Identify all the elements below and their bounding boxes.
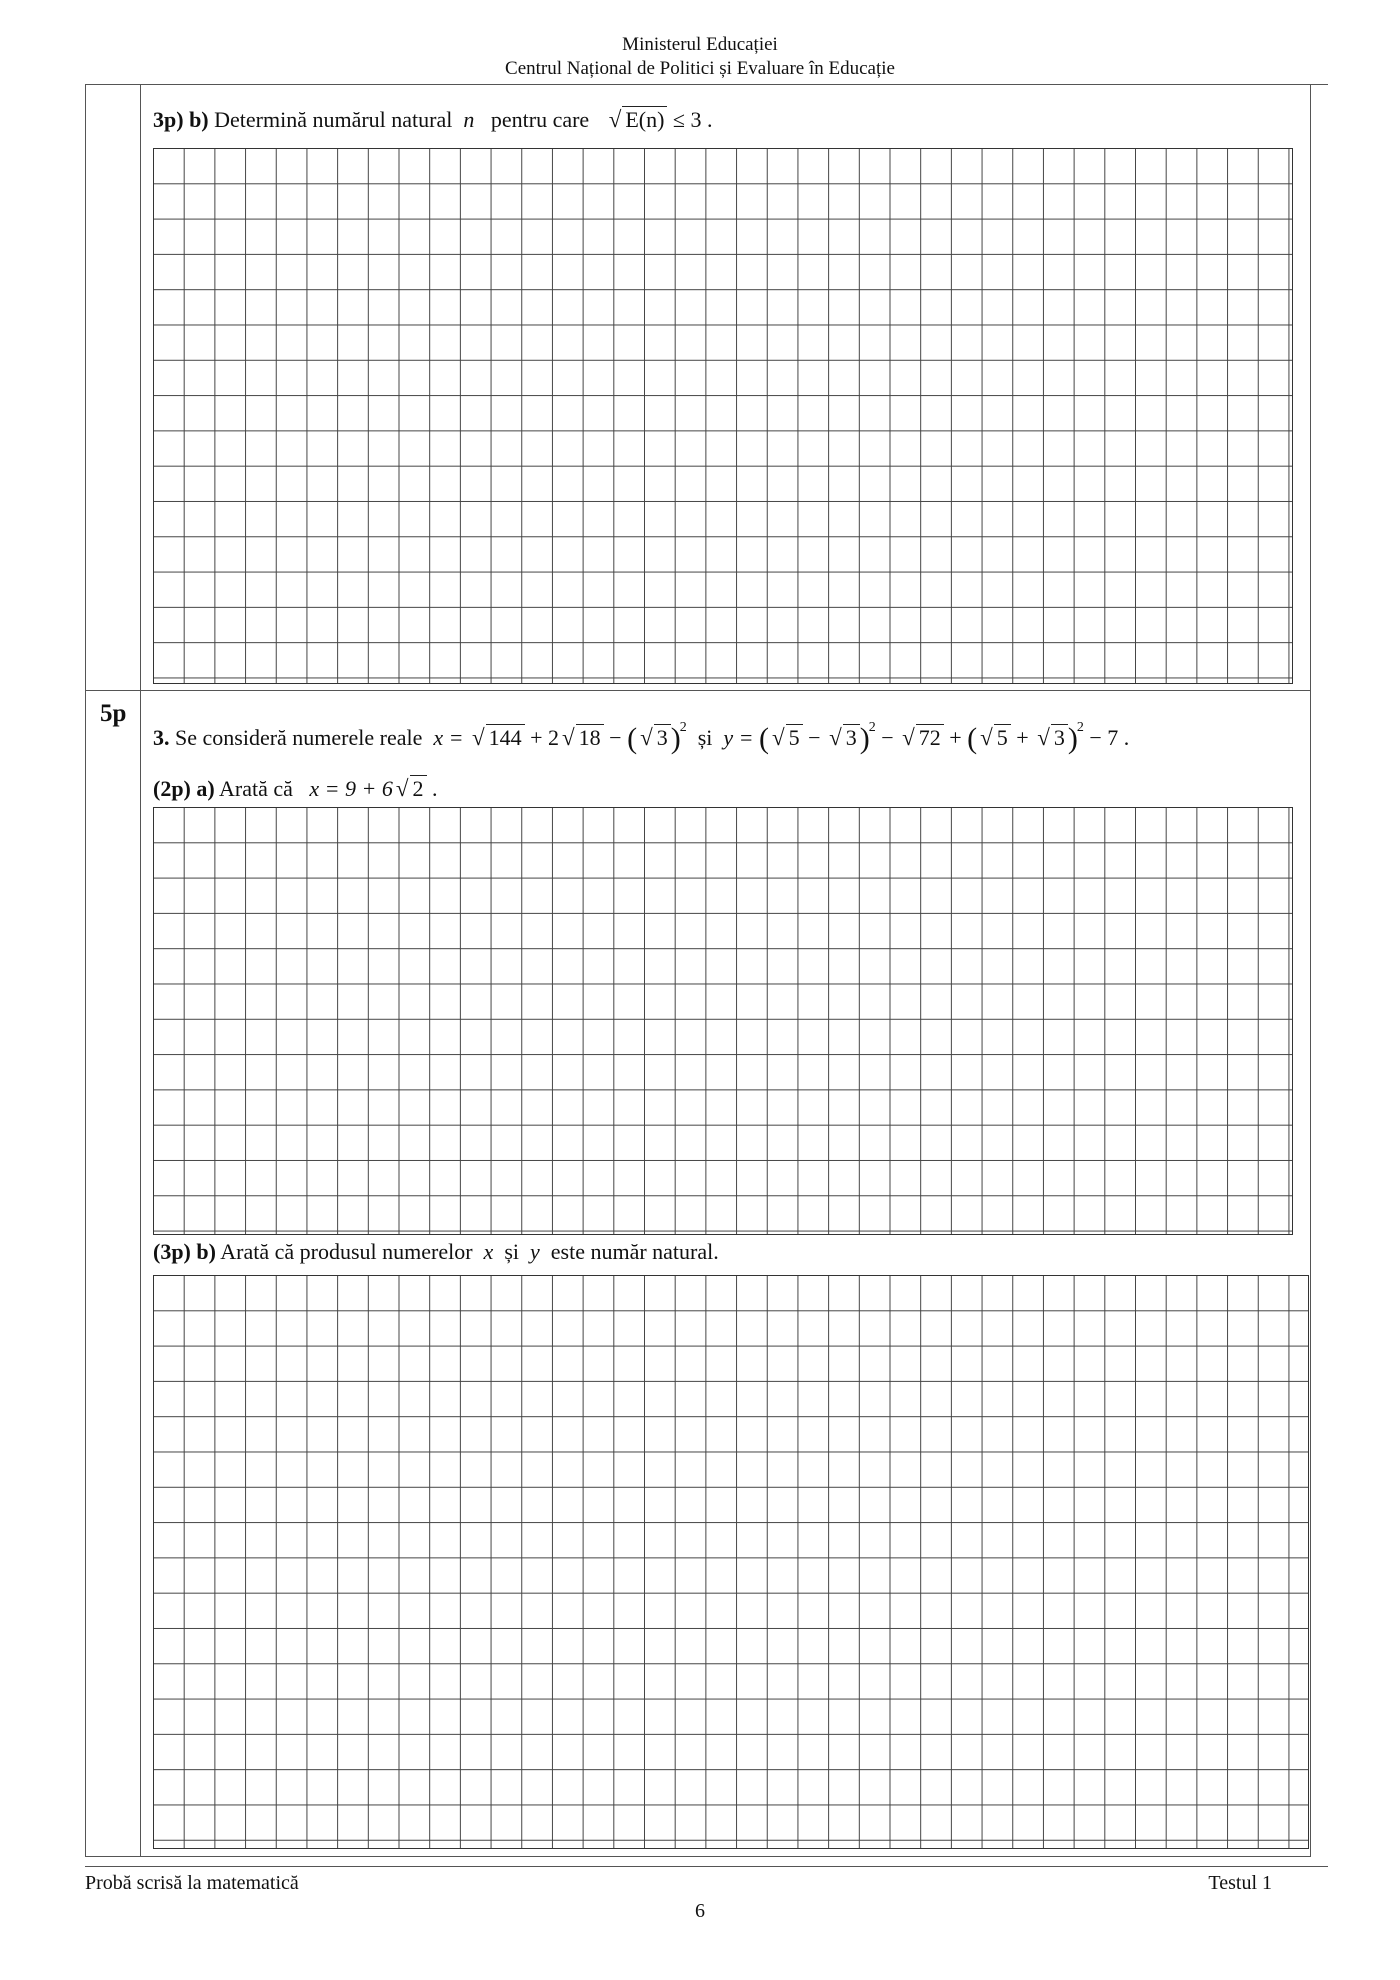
row-divider	[85, 690, 1311, 691]
y-minus1: −	[808, 725, 821, 750]
part-b-var-n: n	[463, 107, 475, 132]
part-a-expr: x = 9 + 6	[309, 776, 393, 801]
footer-subject: Probă scrisă la matematică	[85, 1872, 299, 1894]
y-minus2: −	[881, 725, 894, 750]
problem-intro: Se consideră numerele reale	[175, 725, 423, 750]
y-radC: 72	[916, 724, 944, 751]
part-b2-var-x: x	[483, 1239, 494, 1264]
y-plus2: +	[1016, 725, 1029, 750]
y-radA: 5	[786, 724, 803, 751]
header-center: Centrul Național de Politici și Evaluare în Educație	[505, 58, 895, 79]
x-rad1: 144	[486, 724, 525, 751]
x-exp: 2	[679, 720, 687, 735]
part-b-text-after: pentru care	[490, 107, 590, 132]
part-b2-conj: și	[504, 1239, 519, 1264]
conj-si: și	[697, 725, 713, 750]
y-tail: − 7 .	[1089, 725, 1130, 750]
x-plus2: + 2	[530, 725, 560, 750]
part-b2-points: (3p)	[153, 1239, 191, 1264]
part-b-text-before: Determină numărul natural	[214, 107, 453, 132]
part-b2-letter: b)	[196, 1239, 216, 1264]
footer-test-number: Testul 1	[1208, 1872, 1272, 1894]
section2-points: 5p	[100, 700, 127, 727]
answer-grid-2[interactable]	[153, 807, 1293, 1235]
part-a-points: (2p)	[153, 776, 191, 801]
part-b2-var-y: y	[530, 1239, 540, 1264]
x-minus: −	[609, 725, 622, 750]
part-a-radicand: 2	[410, 775, 427, 802]
answer-grid-1[interactable]	[153, 148, 1293, 684]
y-plus: +	[949, 725, 962, 750]
part-a-text: Arată că	[219, 776, 293, 801]
y-exp2: 2	[1076, 720, 1084, 735]
x-lhs: x =	[433, 725, 464, 750]
part-b2-text-after: este număr natural.	[550, 1239, 719, 1264]
part-a-end: .	[432, 776, 438, 801]
y-radD: 5	[994, 724, 1011, 751]
y-radE: 3	[1051, 724, 1068, 751]
y-exp1: 2	[868, 720, 876, 735]
y-radB: 3	[843, 724, 860, 751]
page-number: 6	[695, 1900, 705, 1922]
section1-part-b-statement: 3p) b) Determină numărul natural n pentru care √ E(n) ≤ 3 .	[153, 107, 713, 132]
answer-grid-3[interactable]	[153, 1275, 1309, 1849]
x-rad2: 18	[576, 724, 604, 751]
part-b-radicand: E(n)	[622, 106, 667, 133]
header-ministry: Ministerul Educației	[622, 34, 778, 55]
problem-3-statement: 3. Se consideră numerele reale x = √ 144 + 2 √ 18 − ( √ 3 )$^2$ și y = ( √ 5 − √ 3 )$^2$ − √ 72 + ( √ 5 + √ 3 )$^2$ − 7 .	[153, 720, 1130, 755]
x-rad3: 3	[654, 724, 671, 751]
part-b2-text-before: Arată că produsul numerelor	[220, 1239, 473, 1264]
part-b-condition: ≤ 3 .	[672, 107, 713, 132]
section2-part-b-statement	[153, 1239, 719, 1265]
section2-part-a-statement: (2p) a) Arată că x = 9 + 6 √ 2 .	[153, 776, 438, 801]
part-b-letter: b)	[189, 107, 209, 132]
y-lhs: y =	[723, 725, 754, 750]
points-column-divider	[140, 84, 141, 1857]
part-a-letter: a)	[196, 776, 215, 801]
part-b-points: 3p)	[153, 107, 184, 132]
footer-rule	[85, 1866, 1328, 1867]
problem-number: 3.	[153, 725, 170, 750]
